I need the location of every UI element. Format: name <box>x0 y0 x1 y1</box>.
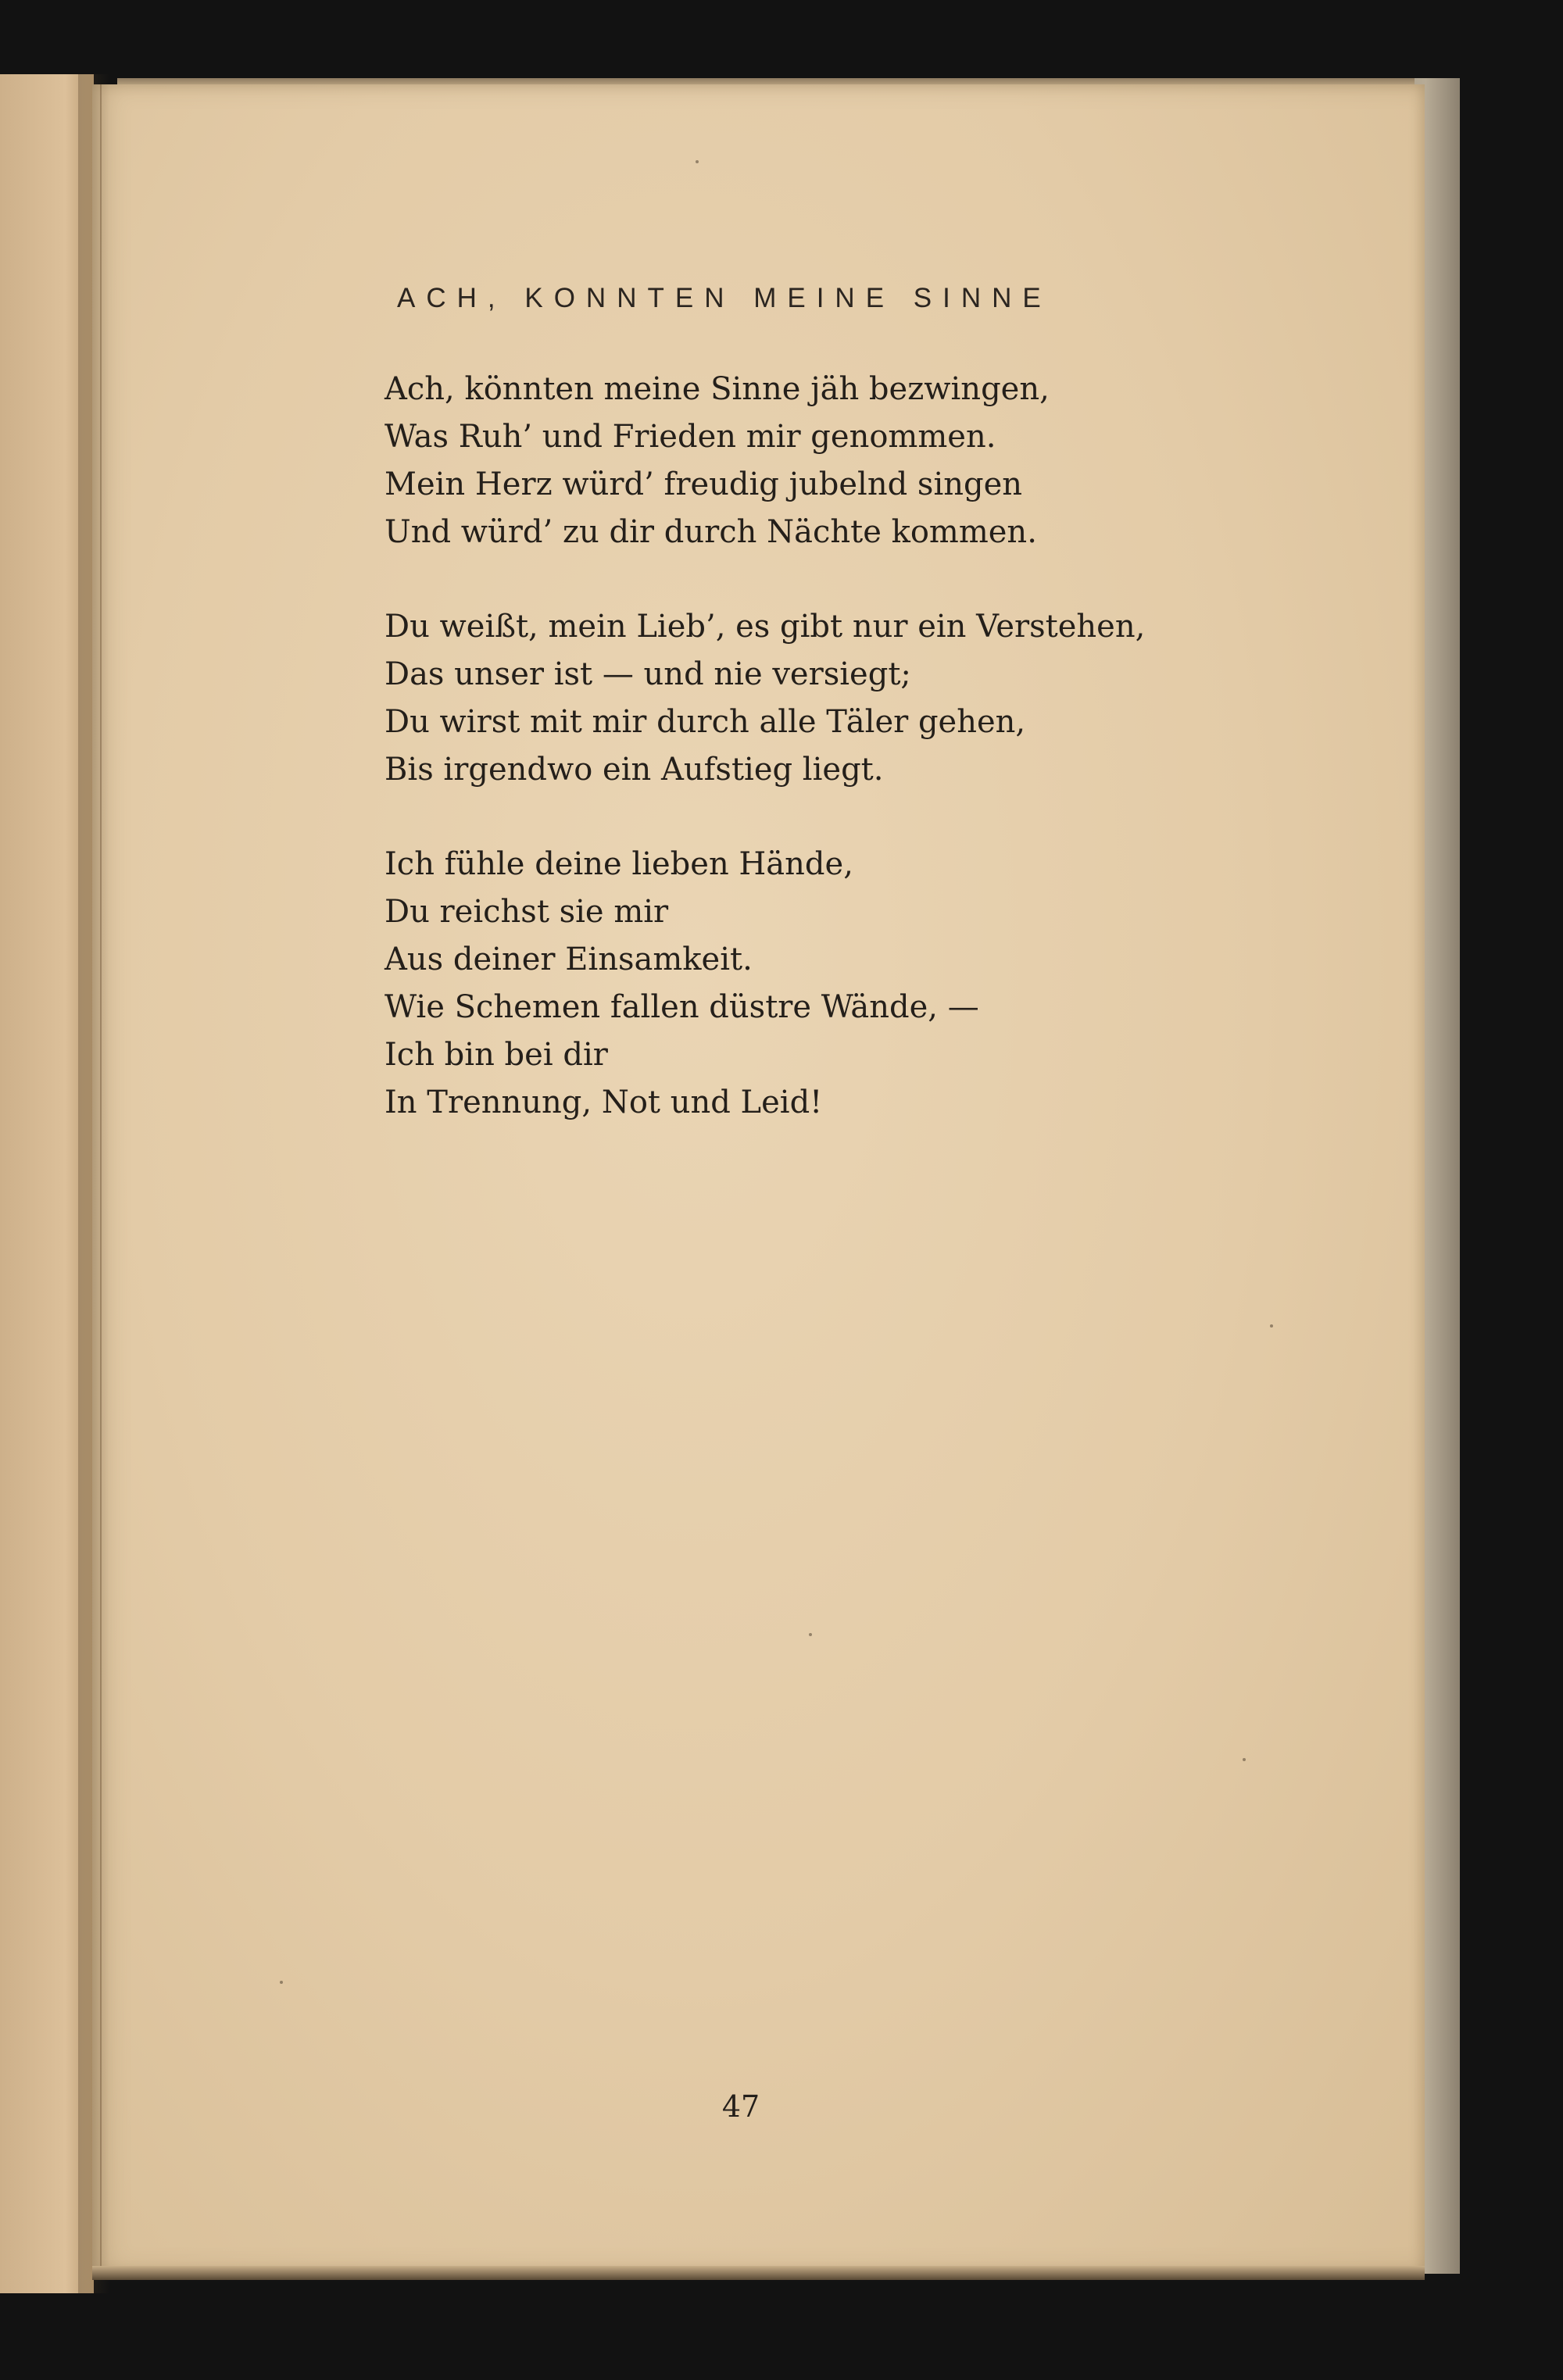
stanza-2 <box>384 603 1145 794</box>
poem-line: Ach, könnten meine Sinne jäh bezwingen, <box>384 371 1050 407</box>
paper-speck <box>809 1633 812 1636</box>
poem-line: Du wirst mit mir durch alle Täler gehen, <box>384 704 1026 740</box>
paper-speck <box>280 1981 283 1984</box>
poem-line: Aus deiner Einsamkeit. <box>384 942 753 977</box>
poem-line: Was Ruh’ und Frieden mir genommen. <box>384 419 996 455</box>
poem-line: Du weißt, mein Lieb’, es gibt nur ein Verstehen, <box>384 609 1146 645</box>
poem-line: Bis irgendwo ein Aufstieg liegt. <box>384 752 884 788</box>
page-number: 47 <box>721 2089 760 2124</box>
paper-speck <box>696 160 699 163</box>
gutter-shadow <box>78 74 109 2293</box>
poem-line: Ich fühle deine lieben Hände, <box>384 846 853 882</box>
poem-body <box>384 366 1145 1174</box>
poem-line: Mein Herz würd’ freudig jubelnd singen <box>384 466 1023 502</box>
gutter-line <box>100 84 102 2272</box>
poem-title: ACH, KONNTEN MEINE SINNE <box>397 283 1052 313</box>
poem-line: Und würd’ zu dir durch Nächte kommen. <box>384 514 1037 550</box>
poem-line: Wie Schemen fallen düstre Wände, — <box>384 989 979 1025</box>
page-bottom-edge <box>92 2266 1425 2280</box>
stanza-3 <box>384 841 1145 1127</box>
poem-line: In Trennung, Not und Leid! <box>384 1085 823 1120</box>
poem-line: Du reichst sie mir <box>384 894 669 930</box>
paper-speck <box>1243 1758 1246 1761</box>
poem-line: Das unser ist — und nie versiegt; <box>384 656 911 692</box>
stanza-1 <box>384 366 1145 556</box>
paper-speck <box>1270 1324 1273 1328</box>
poem-line: Ich bin bei dir <box>384 1037 608 1073</box>
